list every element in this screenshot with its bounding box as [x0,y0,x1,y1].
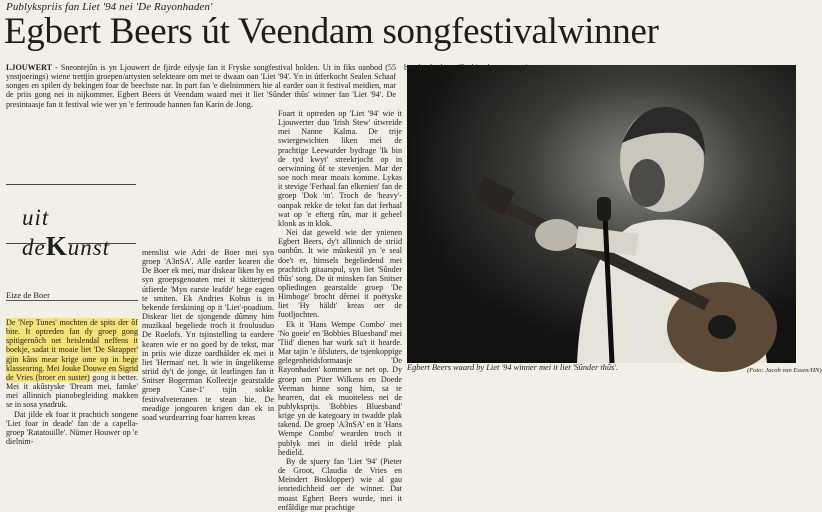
column-2: brochte bydrage 'Do bist der net mear'. [404,63,530,72]
dateline: LJOUWERT [6,63,53,72]
paragraph: Foart it optreden op 'Liet '94' wie it Ljouwerter duo 'Irish Stew' útwreide mei Nanne Kalma. De trije swiergewichten liken mei de prachtige Leewarder bydrage 'Ik bin de tyd kwyt' streekrjocht op in oerwinning ôf te stevenjen. Mar der soe noch mear moais komme. Lykas it stevige 'Ferhaal fan elkenien' fan de groep 'Dok 'm'. Troch de 'heavy'-oanpak rekke de tekst fan dat ferhaal wat op 'e efterg rûn, mar it geheel klonk as in klok. [278,109,402,228]
lead-text: - Sneontejûn is yn Ljouwert de fjirde edysje fan it Fryske songfestival holden. Ut in fiks oanbod (55 ynstjoerings) wiene trettjin groepen/artysten selekteare om mei te dwaan oan 'Liet '94'. Yn in útferkocht Sealen Schaaf songen en spilen dy bekingen foar de beechste nar. In part fan 'e dielnimmers hie al earder oan it festival meidien, mar de priis gong nei in nijkommer. Egbert Beers út Veendam waard mei it liet 'Sûnder thûs' winner fan 'Liet '94'. De presintaasje fan it festival wie wer yn 'e fertroude hannen fan Karin de Jong. [6,63,396,109]
highlighted-text: De 'Nep Tunes' mochten de spits der ôf bite. It optreden fan dy groep gong spitigernôch net heislendal neffens it boekje, sadat it moaie liet 'De Skrapper' gjin kâns mear krige ome op in hege klassearing. Mei Jouke Douwe en Sigrid de Vries (broer en suster) [6,318,138,382]
photo-credit: (Foto: Jacob van Essen/HN) [747,367,822,374]
lead-paragraph [6,63,396,109]
headline: Egbert Beers út Veendam songfestivalwinner [4,11,659,52]
column-6: De 'Nep Tunes' mochten de spits der ôf bite. It optreden fan dy groep gong spitigernôch net heislendal neffens it boekje, sadat it moaie liet 'De Skrapper' gjin kâns mear krige ome op in hege klassearing. Mei Jouke Douwe en Sigrid de Vries (broer en suster) gong it better. Mei it akûstyske 'Dream mei, famke' mei allinnich pianobegleiding makken se in sosa ynadruk. Dat jilde ek foar it prachtich songene 'Liet foar in deade' fan de a capella-groep 'Ratatouille'. Nümer Houwer op 'e dielnim- [6,318,138,447]
photo-illustration [407,65,796,363]
photo-caption: Egbert Beers waard by Liet '94 winner mei it liet 'Sûnder thûs'. [407,363,619,372]
column-3 [278,109,402,512]
kicker: Publykspriis fan Liet '94 nei 'De Rayonhaden' [6,1,213,13]
photo-singer-guitar [407,65,796,363]
paragraph: By de sjuery fan 'Liet '94' (Pieter de Groot, Claudia de Vries en Meindert Bosklopper) wie al gau ienriedichheid oer de winner. Dat moast Egbert Beers wurde, mei it enfâldige mar prachtige [278,456,402,512]
rubric-logo [6,184,136,261]
paragraph: Ek it 'Hans Wempe Combo' mei 'No goeie' en 'Bobbies Bluesband' mei 'Tiid' dienen har wurk sa't it hearde. Mar tajin 'e ôfsluters, de tsjenkoppige gelegenheidsformaasje 'De Rayonhaden' kommen se net op. Dy groep om Piter Wilkens en Doede Veeman hinne song him, sa te hearren, dat ek muoiteless nei de publyksprijs. 'Bobbies Bluesband' krige yn de kategoary in twadde plak takend. De groep 'A3nSA' en it 'Hans Wempe Combo' wearden troch it publyk mei in dield trêde plak bedield. [278,319,402,457]
divider [6,300,138,301]
author-byline: Eize de Boer [6,290,50,300]
paragraph: Nei dat geweld wie der ynienen Egbert Beers, dy't allinnich de striid oanbûn. It wie mûskestil yn 'e seal doe't er, himsels begeliedend mei prachtich gitaarspul, syn liet 'Sûnder thûs' song. De út minsken fan Snitser opliedingen gearstalde groep 'De Himboge' brocht dêrnei it poëtyske liet 'Hy häldt' kreas oer de fuotljochten. [278,228,402,320]
column-4: menslist wie Adri de Boer mei syn groep 'A3nSA'. Alle earder kearen die De Boer ek mei, mar diskear liken hy en syn groepsgenoaten mei it skitterjend útfierde 'Myn earste leafde' hege eagen te smiten. Ek Andries Kobus is in bekende ferskining op it 'Liet'-poadium. Diskear liet de sjongende dûmny him muzikaal begeliede troch it froulusduo De Roelofs. Yn tsjinstelling ta eardere kearen wie er no goed by de tekst, mar in priis wie dizze oardhálder ek mei it liet 'Herman' net. It wie in ûngelikense striid dy't de jonge, út learlingen fan it Snitser Bogerman Kolleezje gearstalde groep 'Case-1' tsjin sokke festivalveteranen te stean hie. De meadige jongoaren krigen dan ek in soad wurdearring foar harren kreas [142,248,274,422]
rubric-text: uit deKunst [22,205,111,261]
